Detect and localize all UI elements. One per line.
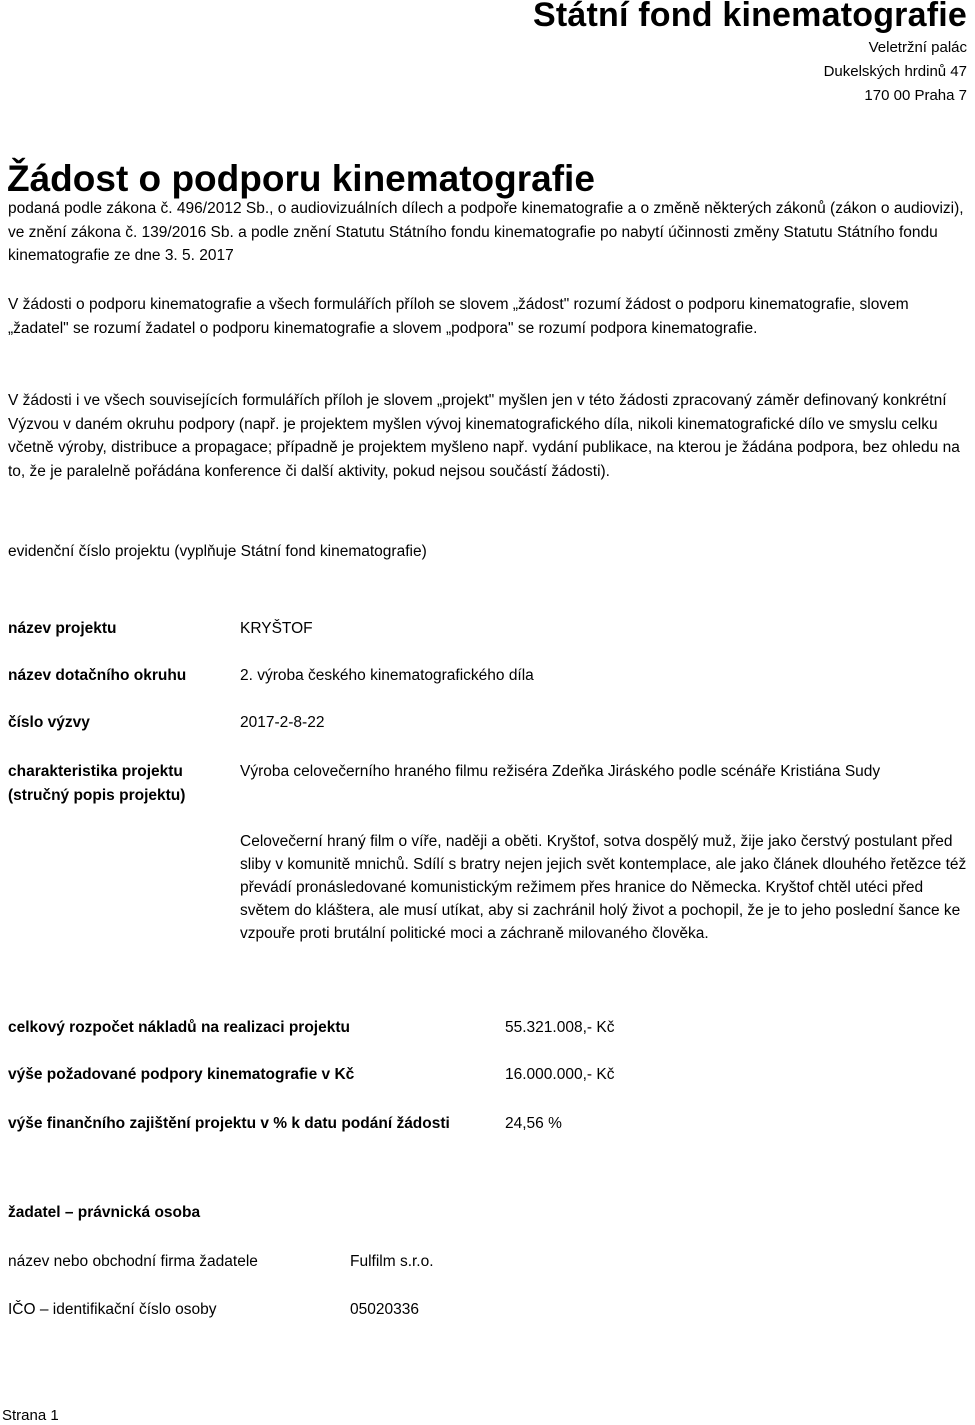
budget-value: 55.321.008,- Kč [505, 1019, 615, 1036]
financial-security-value: 24,56 % [505, 1115, 562, 1132]
address-line-2: Dukelských hrdinů 47 [823, 63, 967, 80]
characteristics-summary: Výroba celovečerního hraného filmu režiséra Zdeňka Jiráského podle scénáře Kristiána Sudy [240, 763, 881, 780]
intro-paragraph: podaná podle zákona č. 496/2012 Sb., o audiovizuálních dílech a podpoře kinematografie a o změně některých zákonů (zákon o audiovizi), ve znění zákona č. 139/2016 Sb. a podle znění Statutu Státního fondu kinematografie po nabytí účinnosti změny Statutu Státního fondu kinematografie ze dne 3. 5. 2017 [8, 200, 964, 264]
program-label: název dotačního okruhu [8, 667, 187, 684]
financial-security-label: výše finančního zajištění projektu v % k datu podání žádosti [8, 1115, 450, 1132]
company-name-value: Fulfilm s.r.o. [350, 1253, 434, 1270]
company-name-label: název nebo obchodní firma žadatele [8, 1253, 258, 1270]
applicant-section-title: žadatel – právnická osoba [8, 1204, 201, 1221]
program-value: 2. výroba českého kinematografického díla [240, 667, 534, 684]
org-name: Státní fond kinematografie [532, 0, 967, 34]
address-line-1: Veletržní palác [868, 39, 967, 56]
characteristics-label-line1: charakteristika projektu [8, 763, 183, 780]
project-name-label: název projektu [8, 620, 117, 637]
call-number-label: číslo výzvy [8, 714, 90, 731]
requested-support-label: výše požadované podpory kinematografie v Kč [8, 1066, 355, 1083]
ico-label: IČO – identifikační číslo osoby [8, 1301, 217, 1318]
definition-paragraph-1: V žádosti o podporu kinematografie a všech formulářích příloh se slovem „žádost" rozumí žádost o podporu kinematografie, slovem „žadatel" se rozumí žadatel o podporu kinematografie a slovem „podpora" se rozumí podpora kinematografie. [8, 296, 909, 337]
address-line-3: 170 00 Praha 7 [864, 87, 967, 104]
call-number-value: 2017-2-8-22 [240, 714, 325, 731]
evidence-number-label: evidenční číslo projektu (vyplňuje Státní fond kinematografie) [8, 543, 427, 560]
page-number: Strana 1 [2, 1407, 59, 1424]
document-title: Žádost o podporu kinematografie [7, 158, 595, 199]
characteristics-synopsis: Celovečerní hraný film o víře, naději a oběti. Kryštof, sotva dospělý muž, žije jako čerstvý postulant před sliby v komunitě mnichů. Sdílí s bratry nejen jejich svět kontemplace, ale jako článek dlouhého řetězce též převádí pronásledované komunistickým režimem přes hranice do Německa. Kryštof chtěl utéci před světem do kláštera, ale musí utíkat, aby si zachránil holý život a pochopil, že je to jeho poslední šance ke vzpouře proti brutální politické moci a záchraně milovaného člověka. [240, 833, 967, 942]
budget-label: celkový rozpočet nákladů na realizaci projektu [8, 1019, 350, 1036]
requested-support-value: 16.000.000,- Kč [505, 1066, 615, 1083]
project-name-value: KRYŠTOF [240, 620, 313, 637]
characteristics-label-line2: (stručný popis projektu) [8, 787, 186, 804]
ico-value: 05020336 [350, 1301, 419, 1318]
definition-paragraph-2: V žádosti i ve všech souvisejících formulářích příloh je slovem „projekt" myšlen jen v této žádosti zpracovaný záměr definovaný konkrétní Výzvou v daném okruhu podpory (např. je projektem myšlen vývoj kinematografického díla, nikoli kinematografické dílo ve smyslu celku včetně výroby, distribuce a propagace; případně je projektem myšleno např. vydání publikace, na kterou je žádána podpora, bez ohledu na to, že je paralelně pořádána konference či další aktivity, pokud nejsou součástí žádosti). [8, 392, 960, 480]
